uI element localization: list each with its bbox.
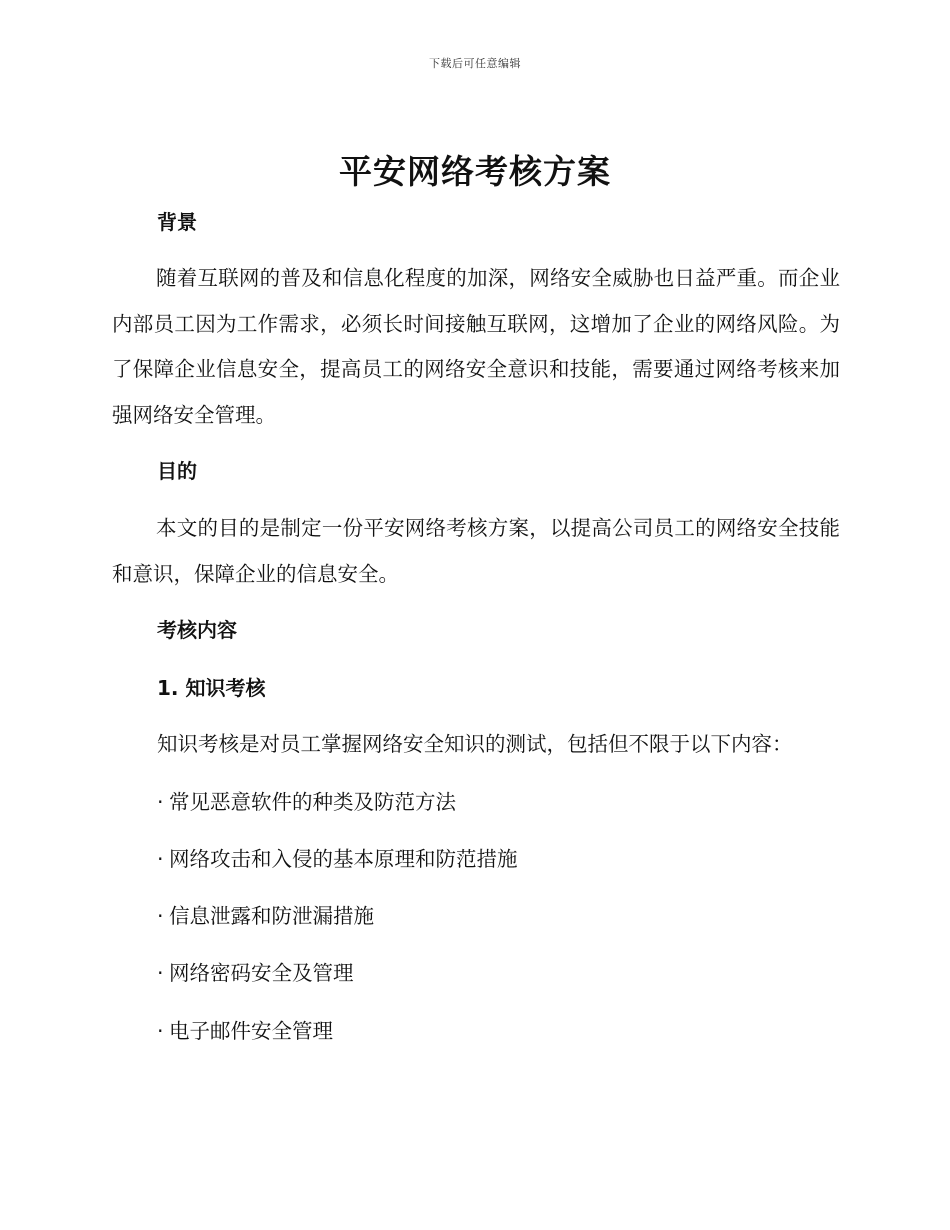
page-header-note: 下载后可任意编辑 [429, 57, 521, 70]
bullet-marker: · [157, 790, 164, 814]
bullet-marker: · [157, 1019, 164, 1043]
background-paragraph: 随着互联网的普及和信息化程度的加深，网络安全威胁也日益严重。而企业内部员工因为工作需求，必须长时间接触互联网，这增加了企业的网络风险。为了保障企业信息安全，提高员工的网络安全意识和技能，需要通过网络考核来加强网络安全管理。 [112, 266, 840, 427]
purpose-heading: 目的 [157, 459, 197, 483]
document-title: 平安网络考核方案 [339, 152, 611, 191]
list-item [157, 958, 354, 988]
bullet-marker: · [157, 961, 164, 985]
list-item [157, 844, 518, 874]
content-heading: 考核内容 [157, 618, 237, 642]
bullet-marker: · [157, 847, 164, 871]
list-item-text: 网络攻击和入侵的基本原理和防范措施 [169, 847, 518, 871]
bullet-marker: · [157, 904, 164, 928]
list-item [157, 901, 374, 931]
list-item-text: 常见恶意软件的种类及防范方法 [169, 790, 456, 814]
knowledge-test-intro: 知识考核是对员工掌握网络安全知识的测试，包括但不限于以下内容： [157, 732, 793, 756]
knowledge-test-heading: 1. 知识考核 [157, 676, 266, 700]
list-item-text: 电子邮件安全管理 [169, 1019, 333, 1043]
list-item [157, 1016, 333, 1046]
purpose-paragraph: 本文的目的是制定一份平安网络考核方案，以提高公司员工的网络安全技能和意识，保障企业的信息安全。 [112, 516, 840, 586]
list-item-text: 网络密码安全及管理 [169, 961, 354, 985]
list-item-text: 信息泄露和防泄漏措施 [169, 904, 374, 928]
background-heading: 背景 [157, 210, 197, 234]
list-item [157, 787, 456, 817]
